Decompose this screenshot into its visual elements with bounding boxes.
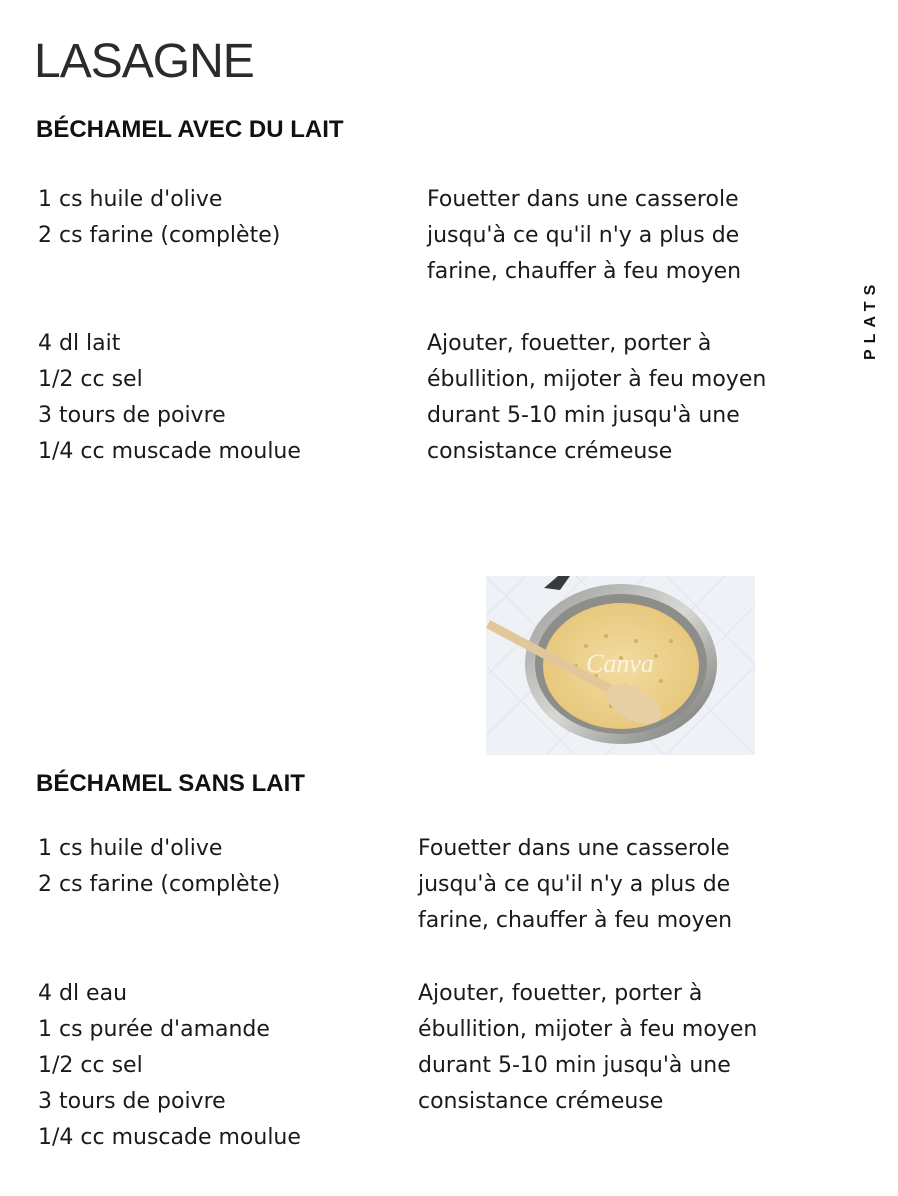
- instruction-step: Fouetter dans une casserole jusqu'à ce qu'il n'y a plus de farine, chauffer à feu moyen: [427, 187, 742, 284]
- bechamel-saucepan-photo: [486, 576, 755, 755]
- instruction-step: Ajouter, fouetter, porter à ébullition, mijoter à feu moyen durant 5-10 min jusqu'à une consistance crémeuse: [418, 981, 758, 1114]
- ingredients-list: 1 cs huile d'olive 2 cs farine (complète): [38, 836, 281, 897]
- section-heading-without-milk: BÉCHAMEL SANS LAIT: [36, 770, 305, 797]
- instruction-step: Ajouter, fouetter, porter à ébullition, mijoter à feu moyen durant 5-10 min jusqu'à une consistance crémeuse: [427, 331, 767, 464]
- instruction-step: Fouetter dans une casserole jusqu'à ce qu'il n'y a plus de farine, chauffer à feu moyen: [418, 836, 733, 933]
- section-heading-with-milk: BÉCHAMEL AVEC DU LAIT: [36, 116, 344, 143]
- watermark-text: Canva: [586, 649, 654, 678]
- ingredients-list: 4 dl lait 1/2 cc sel 3 tours de poivre 1/4 cc muscade moulue: [38, 331, 301, 464]
- side-tab-label: PLATS: [862, 278, 879, 360]
- page-title: LASAGNE: [34, 35, 254, 88]
- ingredients-list: 4 dl eau 1 cs purée d'amande 1/2 cc sel 3 tours de poivre 1/4 cc muscade moulue: [38, 981, 301, 1150]
- ingredients-list: 1 cs huile d'olive 2 cs farine (complète): [38, 187, 281, 248]
